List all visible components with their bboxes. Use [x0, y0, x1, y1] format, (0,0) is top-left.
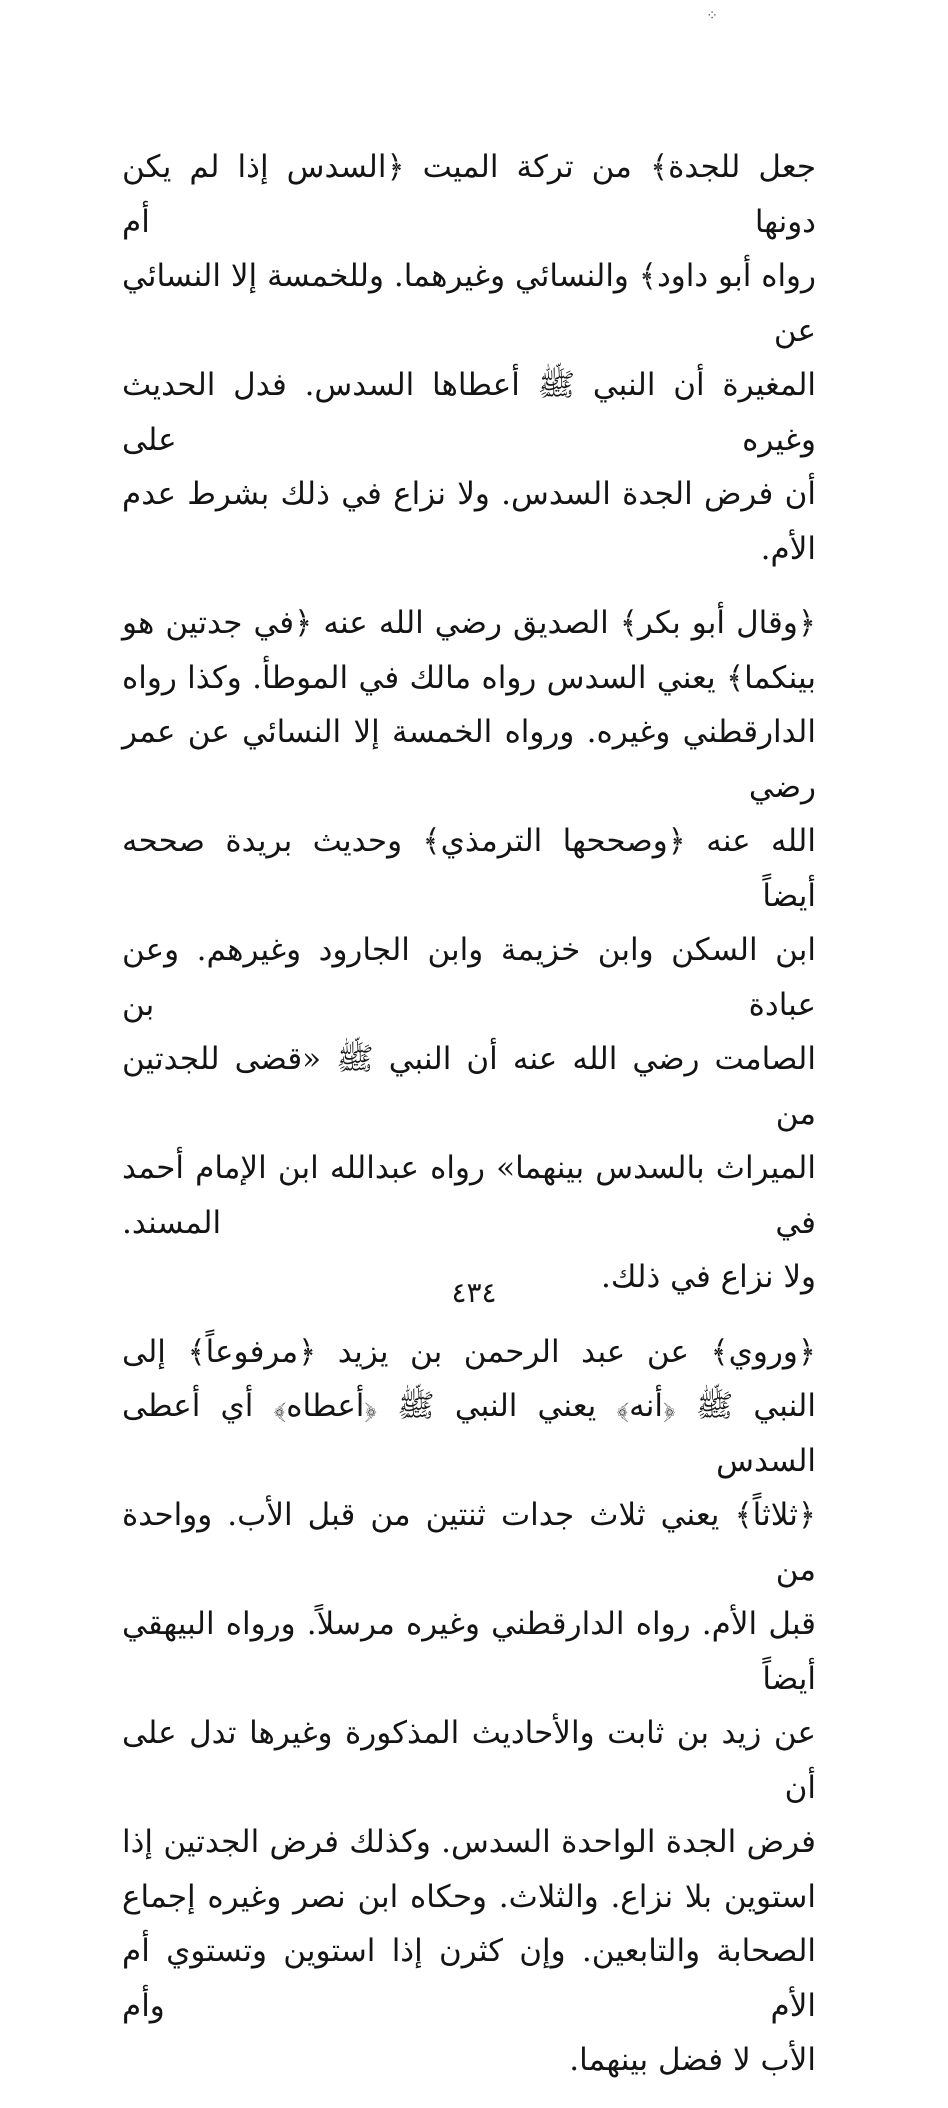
text-line: ﴿ثلاثاً﴾ يعني ثلاث جدات ثنتين من قبل الأب. وواحدة من	[122, 1497, 816, 1588]
text-line: رواه أبو داود﴾ والنسائي وغيرهما. وللخمسة إلا النسائي عن	[122, 258, 816, 349]
text-line: الميراث بالسدس بينهما» رواه عبدالله ابن الإمام أحمد في المسند.	[122, 1150, 816, 1241]
paragraph-1	[122, 140, 816, 576]
text-line: ﴿وقال أبو بكر﴾ الصديق رضي الله عنه ﴿في جدتين هو	[122, 605, 816, 641]
text-line: ولا نزاع في ذلك.	[601, 1259, 816, 1295]
text-line: عن زيد بن ثابت والأحاديث المذكورة وغيرها تدل على أن	[122, 1715, 816, 1806]
text-line: الله عنه ﴿وصححها الترمذي﴾ وحديث بريدة صححه أيضاً	[122, 823, 816, 914]
text-line: استوين بلا نزاع. والثلاث. وحكاه ابن نصر وغيره إجماع	[122, 1878, 816, 1915]
text-line: قبل الأم. رواه الدارقطني وغيره مرسلاً. ورواه البيهقي أيضاً	[122, 1606, 816, 1697]
text-line: أن فرض الجدة السدس. ولا نزاع في ذلك بشرط عدم الأم.	[122, 476, 816, 567]
text-line: الأب لا فضل بينهما.	[569, 2042, 816, 2078]
text-line: ابن السكن وابن خزيمة وابن الجارود وغيرهم. وعن عبادة بن	[122, 932, 816, 1023]
paragraph-3	[122, 1325, 816, 2088]
text-line: النبي ﷺ ﴿أنه﴾ يعني النبي ﷺ ﴿أعطاه﴾ أي أعطى السدس	[122, 1388, 816, 1479]
paragraph-2	[122, 596, 816, 1305]
text-line: المغيرة أن النبي ﷺ أعطاها السدس. فدل الحديث وغيره على	[122, 367, 816, 458]
text-line: الصامت رضي الله عنه أن النبي ﷺ «قضى للجدتين من	[122, 1041, 816, 1132]
text-line: الدارقطني وغيره. ورواه الخمسة إلا النسائي عن عمر رضي	[122, 714, 816, 805]
paper-speck: ⁘	[706, 8, 718, 24]
text-line: ﴿وروي﴾ عن عبد الرحمن بن يزيد ﴿مرفوعاً﴾ إلى	[122, 1333, 816, 1370]
text-line: فرض الجدة الواحدة السدس. وكذلك فرض الجدتين إذا	[122, 1824, 816, 1860]
text-line: الصحابة والتابعين. وإن كثرن إذا استوين وتستوي أم الأم وأم	[122, 1933, 816, 2024]
page-number: ٤٣٤	[451, 1276, 497, 1309]
text-line: جعل للجدة﴾ من تركة الميت ﴿السدس إذا لم يكن دونها أم	[122, 149, 816, 240]
page-body	[122, 140, 816, 2108]
text-line: بينكما﴾ يعني السدس رواه مالك في الموطأ. وكذا رواه	[122, 659, 816, 696]
